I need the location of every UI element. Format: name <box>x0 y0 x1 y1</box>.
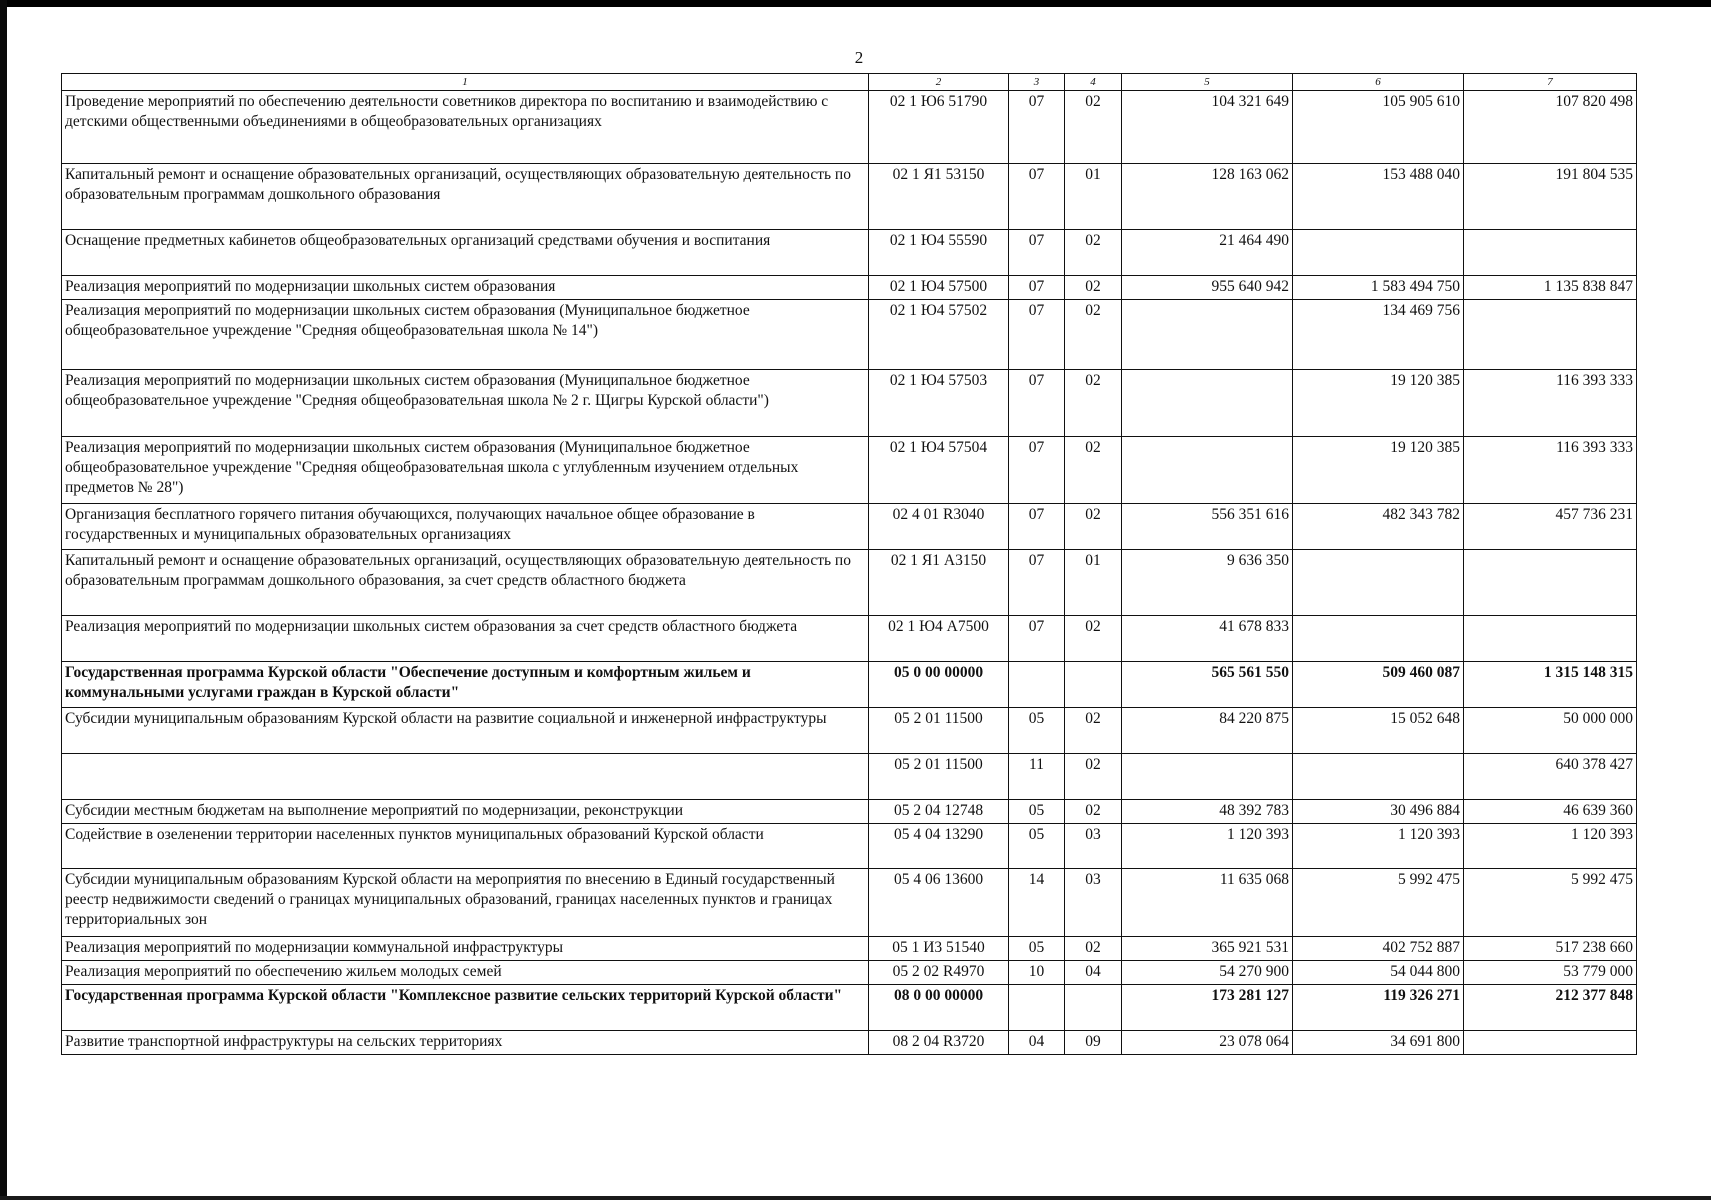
amount-column-5: 104 321 649 <box>1122 91 1293 164</box>
amount-column-5: 84 220 875 <box>1122 708 1293 754</box>
row-name: Реализация мероприятий по модернизации школьных систем образования (Муниципальное бюджетное общеобразовательное учреждение "Средняя общеобразовательная школа с углубленным изучением отдельных предметов № 28") <box>62 437 869 504</box>
scan-border-bottom <box>0 1196 1711 1200</box>
row-name <box>62 754 869 800</box>
section-code <box>1009 985 1065 1031</box>
amount-column-5: 365 921 531 <box>1122 937 1293 961</box>
table-row <box>62 616 1637 662</box>
scan-border-top <box>0 0 1711 7</box>
row-name: Организация бесплатного горячего питания обучающихся, получающих начальное общее образование в государственных и муниципальных образовательных организациях <box>62 504 869 550</box>
amount-column-5: 9 636 350 <box>1122 550 1293 616</box>
subsection-code: 01 <box>1065 550 1122 616</box>
section-code: 05 <box>1009 800 1065 824</box>
section-code: 04 <box>1009 1031 1065 1055</box>
section-code: 07 <box>1009 164 1065 230</box>
table-row <box>62 550 1637 616</box>
table-row <box>62 504 1637 550</box>
section-code: 07 <box>1009 550 1065 616</box>
row-name: Реализация мероприятий по модернизации школьных систем образования за счет средств областного бюджета <box>62 616 869 662</box>
amount-column-6 <box>1293 754 1464 800</box>
amount-column-6: 119 326 271 <box>1293 985 1464 1031</box>
subsection-code: 02 <box>1065 370 1122 437</box>
amount-column-7: 116 393 333 <box>1464 370 1637 437</box>
subsection-code: 03 <box>1065 869 1122 937</box>
budget-classification-code: 08 2 04 R3720 <box>869 1031 1009 1055</box>
amount-column-5: 565 561 550 <box>1122 662 1293 708</box>
amount-column-7: 5 992 475 <box>1464 869 1637 937</box>
amount-column-7: 517 238 660 <box>1464 937 1637 961</box>
subsection-code: 04 <box>1065 961 1122 985</box>
amount-column-6 <box>1293 616 1464 662</box>
amount-column-5 <box>1122 754 1293 800</box>
subsection-code <box>1065 662 1122 708</box>
amount-column-7: 1 315 148 315 <box>1464 662 1637 708</box>
subsection-code: 02 <box>1065 437 1122 504</box>
amount-column-5: 41 678 833 <box>1122 616 1293 662</box>
section-code: 07 <box>1009 91 1065 164</box>
table-row <box>62 91 1637 164</box>
budget-classification-code: 05 1 И3 51540 <box>869 937 1009 961</box>
budget-classification-code: 02 1 Ю4 57503 <box>869 370 1009 437</box>
section-code: 14 <box>1009 869 1065 937</box>
section-code: 07 <box>1009 437 1065 504</box>
table-row <box>62 370 1637 437</box>
row-name: Содействие в озеленении территории населенных пунктов муниципальных образований Курской области <box>62 824 869 869</box>
subsection-code: 02 <box>1065 937 1122 961</box>
row-name: Оснащение предметных кабинетов общеобразовательных организаций средствами обучения и воспитания <box>62 230 869 276</box>
amount-column-6: 134 469 756 <box>1293 300 1464 370</box>
budget-classification-code: 02 1 Ю6 51790 <box>869 91 1009 164</box>
amount-column-6: 153 488 040 <box>1293 164 1464 230</box>
column-number: 5 <box>1122 74 1293 91</box>
amount-column-6: 402 752 887 <box>1293 937 1464 961</box>
amount-column-5 <box>1122 370 1293 437</box>
amount-column-6: 105 905 610 <box>1293 91 1464 164</box>
section-code: 07 <box>1009 276 1065 300</box>
row-name: Реализация мероприятий по модернизации школьных систем образования (Муниципальное бюджетное общеобразовательное учреждение "Средняя общеобразовательная школа № 2 г. Щигры Курской области") <box>62 370 869 437</box>
budget-table <box>61 73 1637 1055</box>
column-number: 3 <box>1009 74 1065 91</box>
amount-column-7: 50 000 000 <box>1464 708 1637 754</box>
amount-column-6: 19 120 385 <box>1293 370 1464 437</box>
budget-classification-code: 02 1 Ю4 57504 <box>869 437 1009 504</box>
column-number: 7 <box>1464 74 1637 91</box>
table-row <box>62 754 1637 800</box>
section-code: 05 <box>1009 708 1065 754</box>
amount-column-7: 212 377 848 <box>1464 985 1637 1031</box>
amount-column-7: 107 820 498 <box>1464 91 1637 164</box>
section-code: 10 <box>1009 961 1065 985</box>
amount-column-7: 1 135 838 847 <box>1464 276 1637 300</box>
table-row <box>62 276 1637 300</box>
amount-column-6: 54 044 800 <box>1293 961 1464 985</box>
amount-column-5: 556 351 616 <box>1122 504 1293 550</box>
row-name: Реализация мероприятий по модернизации школьных систем образования (Муниципальное бюджетное общеобразовательное учреждение "Средняя общеобразовательная школа № 14") <box>62 300 869 370</box>
table-row <box>62 800 1637 824</box>
table-row <box>62 869 1637 937</box>
column-number: 4 <box>1065 74 1122 91</box>
subsection-code: 03 <box>1065 824 1122 869</box>
subsection-code: 02 <box>1065 276 1122 300</box>
subsection-code: 02 <box>1065 504 1122 550</box>
budget-classification-code: 02 1 Ю4 57500 <box>869 276 1009 300</box>
section-code: 07 <box>1009 370 1065 437</box>
amount-column-5: 23 078 064 <box>1122 1031 1293 1055</box>
amount-column-6 <box>1293 550 1464 616</box>
table-row <box>62 961 1637 985</box>
subsection-code <box>1065 985 1122 1031</box>
budget-classification-code: 02 1 Ю4 А7500 <box>869 616 1009 662</box>
subsection-code: 02 <box>1065 300 1122 370</box>
budget-classification-code: 02 4 01 R3040 <box>869 504 1009 550</box>
amount-column-5: 11 635 068 <box>1122 869 1293 937</box>
section-code: 07 <box>1009 616 1065 662</box>
amount-column-7 <box>1464 300 1637 370</box>
budget-classification-code: 05 0 00 00000 <box>869 662 1009 708</box>
section-code: 05 <box>1009 824 1065 869</box>
scan-border-left <box>0 0 7 1200</box>
table-row <box>62 937 1637 961</box>
program-row <box>62 662 1637 708</box>
budget-classification-code: 05 4 04 13290 <box>869 824 1009 869</box>
table-row <box>62 230 1637 276</box>
section-code: 07 <box>1009 230 1065 276</box>
amount-column-6: 30 496 884 <box>1293 800 1464 824</box>
section-code: 07 <box>1009 300 1065 370</box>
row-name: Капитальный ремонт и оснащение образовательных организаций, осуществляющих образовательную деятельность по образовательным программам дошкольного образования, за счет средств областного бюджета <box>62 550 869 616</box>
amount-column-5: 54 270 900 <box>1122 961 1293 985</box>
row-name: Субсидии муниципальным образованиям Курской области на мероприятия по внесению в Единый государственный реестр недвижимости сведений о границах муниципальных образований, границах населенных пунктов и границах территориальных зон <box>62 869 869 937</box>
amount-column-5: 173 281 127 <box>1122 985 1293 1031</box>
amount-column-7: 116 393 333 <box>1464 437 1637 504</box>
budget-classification-code: 08 0 00 00000 <box>869 985 1009 1031</box>
row-name: Проведение мероприятий по обеспечению деятельности советников директора по воспитанию и взаимодействию с детскими общественными объединениями в общеобразовательных организациях <box>62 91 869 164</box>
amount-column-7: 53 779 000 <box>1464 961 1637 985</box>
row-name: Реализация мероприятий по модернизации коммунальной инфраструктуры <box>62 937 869 961</box>
subsection-code: 02 <box>1065 754 1122 800</box>
column-number: 1 <box>62 74 869 91</box>
row-name: Развитие транспортной инфраструктуры на сельских территориях <box>62 1031 869 1055</box>
table-row <box>62 824 1637 869</box>
subsection-code: 02 <box>1065 230 1122 276</box>
table-row <box>62 1031 1637 1055</box>
budget-classification-code: 05 2 01 11500 <box>869 754 1009 800</box>
amount-column-7: 46 639 360 <box>1464 800 1637 824</box>
budget-classification-code: 05 2 01 11500 <box>869 708 1009 754</box>
subsection-code: 01 <box>1065 164 1122 230</box>
row-name: Капитальный ремонт и оснащение образовательных организаций, осуществляющих образовательную деятельность по образовательным программам дошкольного образования <box>62 164 869 230</box>
amount-column-7: 457 736 231 <box>1464 504 1637 550</box>
section-code: 07 <box>1009 504 1065 550</box>
amount-column-6 <box>1293 230 1464 276</box>
amount-column-7 <box>1464 230 1637 276</box>
budget-classification-code: 05 2 02 R4970 <box>869 961 1009 985</box>
amount-column-6: 5 992 475 <box>1293 869 1464 937</box>
amount-column-5: 21 464 490 <box>1122 230 1293 276</box>
amount-column-5: 1 120 393 <box>1122 824 1293 869</box>
amount-column-6: 15 052 648 <box>1293 708 1464 754</box>
amount-column-6: 34 691 800 <box>1293 1031 1464 1055</box>
page-number: 2 <box>854 48 864 67</box>
row-name: Государственная программа Курской области "Обеспечение доступным и комфортным жильем и коммунальными услугами граждан в Курской области" <box>62 662 869 708</box>
amount-column-5 <box>1122 300 1293 370</box>
amount-column-7 <box>1464 616 1637 662</box>
row-name: Государственная программа Курской области "Комплексное развитие сельских территорий Курской области" <box>62 985 869 1031</box>
column-number-row <box>62 74 1637 91</box>
amount-column-6: 509 460 087 <box>1293 662 1464 708</box>
amount-column-6: 1 583 494 750 <box>1293 276 1464 300</box>
amount-column-5: 48 392 783 <box>1122 800 1293 824</box>
amount-column-7: 1 120 393 <box>1464 824 1637 869</box>
amount-column-6: 19 120 385 <box>1293 437 1464 504</box>
subsection-code: 02 <box>1065 616 1122 662</box>
budget-classification-code: 02 1 Ю4 55590 <box>869 230 1009 276</box>
row-name: Субсидии местным бюджетам на выполнение мероприятий по модернизации, реконструкции <box>62 800 869 824</box>
column-number: 2 <box>869 74 1009 91</box>
program-row <box>62 985 1637 1031</box>
amount-column-5: 955 640 942 <box>1122 276 1293 300</box>
section-code: 11 <box>1009 754 1065 800</box>
column-number: 6 <box>1293 74 1464 91</box>
row-name: Субсидии муниципальным образованиям Курской области на развитие социальной и инженерной инфраструктуры <box>62 708 869 754</box>
amount-column-5 <box>1122 437 1293 504</box>
subsection-code: 09 <box>1065 1031 1122 1055</box>
subsection-code: 02 <box>1065 800 1122 824</box>
table-row <box>62 437 1637 504</box>
budget-classification-code: 02 1 Ю4 57502 <box>869 300 1009 370</box>
budget-classification-code: 05 4 06 13600 <box>869 869 1009 937</box>
amount-column-7: 640 378 427 <box>1464 754 1637 800</box>
subsection-code: 02 <box>1065 708 1122 754</box>
section-code <box>1009 662 1065 708</box>
row-name: Реализация мероприятий по обеспечению жильем молодых семей <box>62 961 869 985</box>
amount-column-6: 1 120 393 <box>1293 824 1464 869</box>
amount-column-7 <box>1464 1031 1637 1055</box>
section-code: 05 <box>1009 937 1065 961</box>
amount-column-7 <box>1464 550 1637 616</box>
table-row <box>62 300 1637 370</box>
subsection-code: 02 <box>1065 91 1122 164</box>
amount-column-5: 128 163 062 <box>1122 164 1293 230</box>
amount-column-7: 191 804 535 <box>1464 164 1637 230</box>
amount-column-6: 482 343 782 <box>1293 504 1464 550</box>
budget-classification-code: 02 1 Я1 А3150 <box>869 550 1009 616</box>
table-row <box>62 708 1637 754</box>
budget-classification-code: 05 2 04 12748 <box>869 800 1009 824</box>
row-name: Реализация мероприятий по модернизации школьных систем образования <box>62 276 869 300</box>
budget-classification-code: 02 1 Я1 53150 <box>869 164 1009 230</box>
table-row <box>62 164 1637 230</box>
